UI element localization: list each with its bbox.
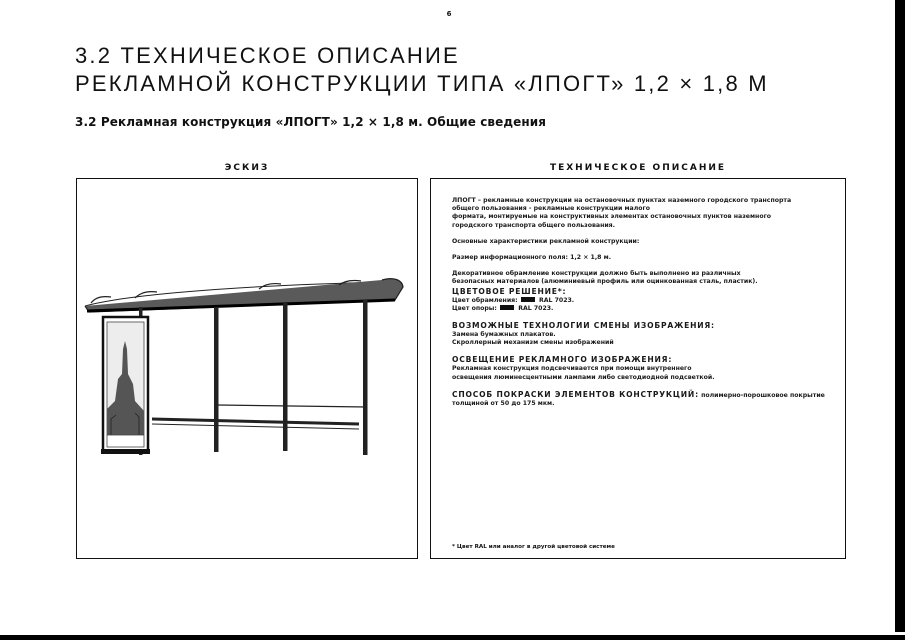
page-number: 6: [446, 10, 452, 18]
bus-shelter-sketch: [77, 179, 417, 558]
light-section: [452, 355, 832, 381]
light-heading: ОСВЕЩЕНИЕ РЕКЛАМНОГО ИЗОБРАЖЕНИЯ:: [452, 355, 673, 365]
support-color-label: Цвет опоры:: [452, 304, 497, 312]
sketch-label: ЭСКИЗ: [224, 163, 270, 173]
intro-paragraph: [452, 197, 832, 230]
page-title-line-1: 3.2 ТЕХНИЧЕСКОЕ ОПИСАНИЕ: [75, 43, 460, 68]
scan-edge-right: [895, 0, 905, 640]
characteristics-heading: Основные характеристики рекламной конструкции:: [452, 237, 640, 245]
intro-line: городского транспорта общего пользования.: [452, 221, 616, 229]
section-subtitle: 3.2 Рекламная конструкция «ЛПОГТ» 1,2 × 1,8 м. Общие сведения: [75, 115, 547, 129]
scan-edge-bottom: [0, 632, 905, 640]
support-color-swatch: [500, 305, 514, 310]
decor-line: безопасных материалов (алюминиевый профиль или оцинкованная сталь, пластик).: [452, 278, 758, 286]
frame-color-label: Цвет обрамления:: [452, 296, 518, 304]
frame-color-value: RAL 7023.: [538, 296, 575, 304]
tech-heading: ВОЗМОЖНЫЕ ТЕХНОЛОГИИ СМЕНЫ ИЗОБРАЖЕНИЯ:: [452, 321, 715, 331]
frame-color-row: [452, 297, 832, 305]
light-line: Рекламная конструкция подсвечивается при помощи внутреннего: [452, 365, 692, 373]
shelter-roof: [85, 279, 403, 312]
intro-line: ЛПОГТ – рекламные конструкции на остановочных пунктах наземного городского транспорта: [452, 197, 792, 204]
page-title-line-2: РЕКЛАМНОЙ КОНСТРУКЦИИ ТИПА «ЛПОГТ» 1,2 × 1,8 М: [75, 71, 769, 96]
paint-heading: СПОСОБ ПОКРАСКИ ЭЛЕМЕНТОВ КОНСТРУКЦИЙ:: [452, 389, 699, 399]
color-heading: ЦВЕТОВОЕ РЕШЕНИЕ*:: [452, 286, 567, 296]
page-title: [75, 42, 769, 98]
tech-line: Скроллерный механизм смены изображений: [452, 339, 614, 347]
decor-line: Декоративное обрамление конструкции должно быть выполнено из различных: [452, 270, 741, 278]
description-panel: [430, 178, 846, 559]
footnote: * Цвет RAL или аналог в другой цветовой системе: [452, 544, 615, 550]
paint-text-2: толщиной от 50 до 175 мкм.: [452, 400, 555, 408]
tech-section: [452, 321, 832, 347]
advertising-panel: [101, 317, 150, 454]
shelter-bench: [152, 405, 367, 429]
paint-section: [452, 390, 832, 408]
tech-line: Замена бумажных плакатов.: [452, 331, 556, 339]
intro-line: формата, монтируемые на конструктивных элементах остановочных пунктов наземного: [452, 213, 772, 221]
light-line: освещения люминесцентными лампами либо светодиодной подсветкой.: [452, 373, 715, 381]
intro-line: общего пользования - рекламные конструкции малого: [452, 205, 650, 213]
sketch-panel: [76, 178, 418, 559]
paint-text: полимерно-порошковое покрытие: [701, 391, 825, 399]
description-label: ТЕХНИЧЕСКОЕ ОПИСАНИЕ: [549, 163, 727, 173]
decor-paragraph: [452, 270, 832, 286]
description-text: [452, 197, 832, 408]
paint-line: [452, 390, 832, 400]
shelter-posts: [139, 300, 368, 455]
support-color-row: [452, 305, 832, 313]
field-size: Размер информационного поля: 1,2 × 1,8 м.: [452, 254, 612, 262]
support-color-value: RAL 7023.: [518, 304, 554, 312]
frame-color-swatch: [521, 297, 535, 302]
